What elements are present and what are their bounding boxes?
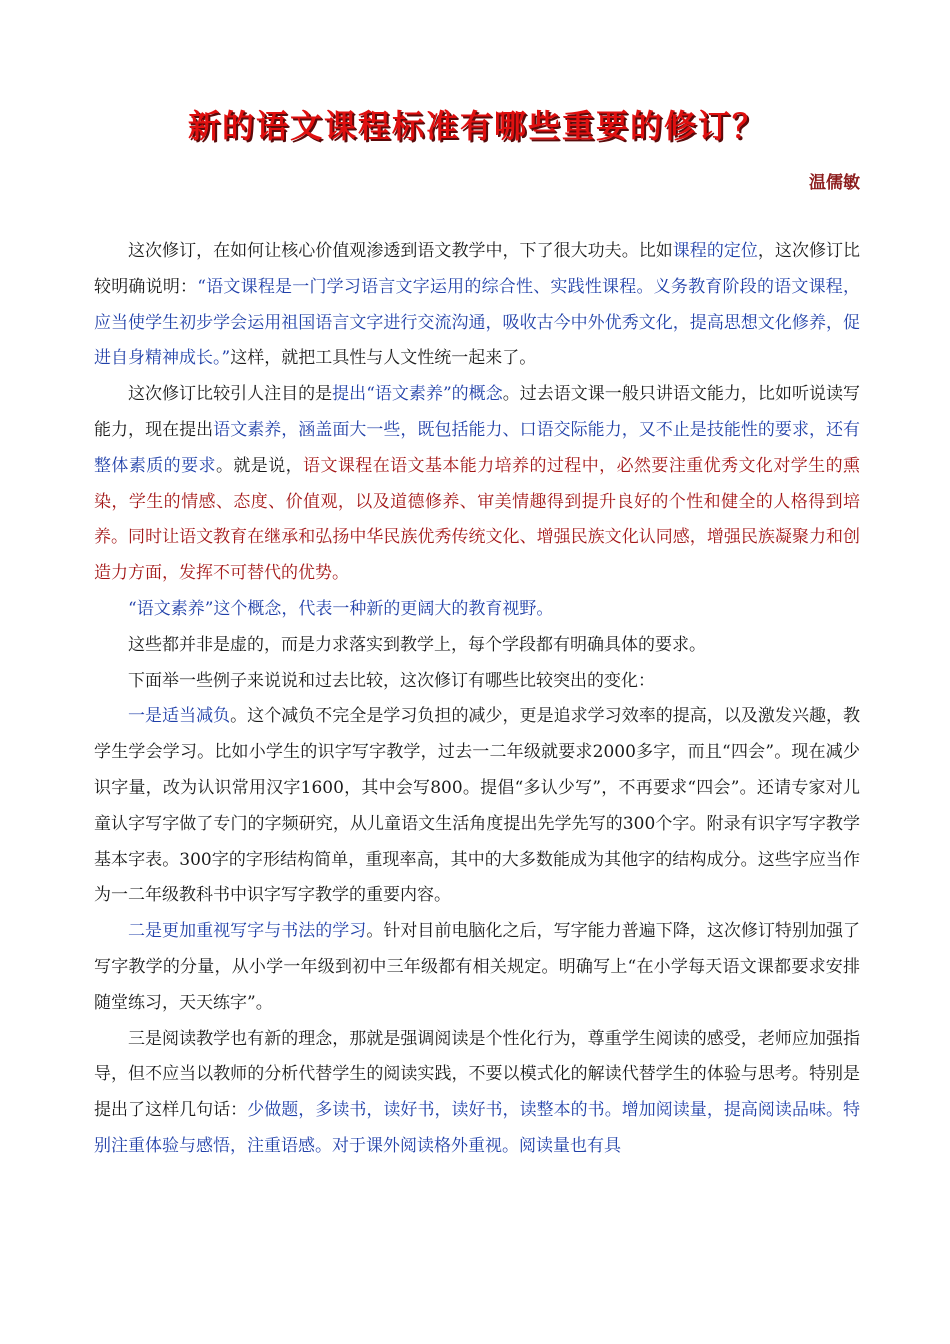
article-body xyxy=(94,234,860,1165)
highlight-blue-text: 课程的定位 xyxy=(672,241,758,261)
highlight-blue-text: 二是更加重视写字与书法的学习 xyxy=(128,921,367,942)
page-title: 新的语文课程标准有哪些重要的修订？ xyxy=(187,107,766,145)
highlight-blue-text: 语文素养，涵盖面大一些，既包括能力、口语交际能力，又不止是技能性的要求，还有整体素质的要求 xyxy=(94,419,861,476)
highlight-blue-text: 提出“语文素养”的概念 xyxy=(332,384,503,405)
highlight-blue-text: 一是适当减负 xyxy=(128,706,231,727)
paragraph xyxy=(94,1022,860,1165)
paragraph xyxy=(94,664,860,700)
highlight-blue-text: “语文素养”这个概念，代表一种新的更阔大的教育视野。 xyxy=(128,598,554,619)
highlight-red-text: 语文课程在语文基本能力培养的过程中，必然要注重优秀文化对学生的熏染，学生的情感、态度、价值观，以及道德修养、审美情趣得到提升良好的个性和健全的人格得到培养。同时让语文教育在继承和弘扬中华民族优秀传统文化、增强民族文化认同感，增强民族凝聚力和创造力方面，发挥不可替代的优势。 xyxy=(94,455,861,584)
paragraph xyxy=(94,699,860,914)
highlight-blue-text: “语文课程是一门学习语言文字运用的综合性、实践性课程。义务教育阶段的语文课程，应当使学生初步学会运用祖国语言文字进行交流沟通，吸收古今中外优秀文化，提高思想文化修养，促进自身精神成长。” xyxy=(94,276,860,369)
body-text-segment: 这样，就把工具性与人文性统一起来了。 xyxy=(230,348,537,369)
body-text-segment: 这次修订，在如何让核心价值观渗透到语文教学中，下了很大功夫。比如 xyxy=(128,241,673,261)
body-text-segment: 这次修订比较引人注目的是 xyxy=(128,384,333,405)
body-text-segment: 三是阅读教学也有新的理念，那就是强调阅读是个性化行为，尊重学生阅读的感受，老师应加强指导，但不应当以教师的分析代替学生的阅读实践，不要以模式化的解读代替学生的体验与思考。特别是提出了这样几句话： xyxy=(94,1028,860,1121)
body-text-segment: 下面举一些例子来说说和过去比较，这次修订有哪些比较突出的变化： xyxy=(128,670,655,691)
paragraph xyxy=(94,377,860,592)
body-text-segment: ，这次修订比较明确说明： xyxy=(94,241,861,297)
paragraph xyxy=(94,234,860,377)
body-text-segment: 。这个减负不完全是学习负担的减少，更是追求学习效率的提高，以及激发兴趣，教学生学会学习。比如小学生的识字写字教学，过去一二年级就要求2000多字，而且“四会”。现在减少识字量，改为认识常用汉字1600，其中会写800。提倡“多认少写”，不再要求“四会”。还请专家对儿童认字写字做了专门的字频研究，从儿童语文生活角度提出先学先写的300个字。附录有识字写字教学基本字表。300字的字形结构简单，重现率高，其中的大多数能成为其他字的结构成分。这些字应当作为一二年级教科书中识字写字教学的重要内容。 xyxy=(94,706,861,906)
paragraph xyxy=(94,914,860,1021)
paragraph xyxy=(94,592,860,628)
body-text-segment: 。过去语文课一般只讲语文能力，比如听说读写能力，现在提出 xyxy=(94,384,861,440)
body-text-segment: 这些都并非是虚的，而是力求落实到教学上，每个学段都有明确具体的要求。 xyxy=(128,634,706,655)
paragraph xyxy=(94,628,860,664)
body-text-segment: 。针对目前电脑化之后，写字能力普遍下降，这次修订特别加强了写字教学的分量，从小学一年级到初中三年级都有相关规定。明确写上“在小学每天语文课都要求安排随堂练习，天天练字”。 xyxy=(94,921,861,1013)
author-name: 温儒敏 xyxy=(809,173,860,193)
highlight-blue-text: 少做题，多读书，读好书，读好书，读整本的书。增加阅读量，提高阅读品味。特别注重体验与感悟，注重语感。对于课外阅读格外重视。阅读量也有具 xyxy=(94,1100,861,1156)
body-text-segment: 。就是说， xyxy=(215,455,304,476)
